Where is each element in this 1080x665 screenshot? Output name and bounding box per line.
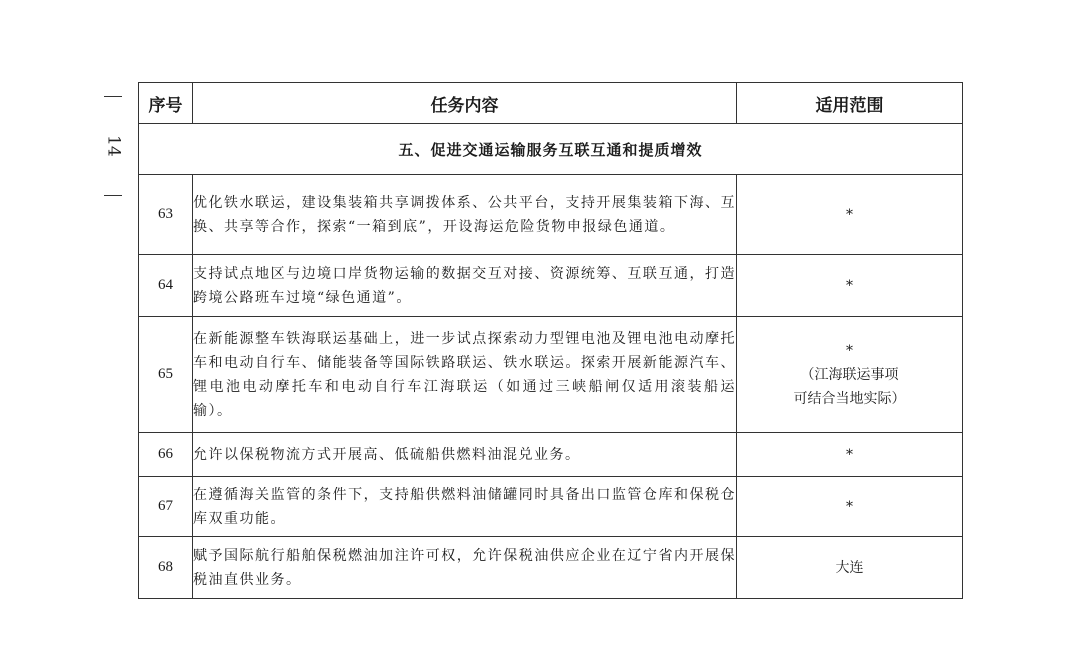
- page-number: [100, 96, 126, 196]
- row-content: 在遵循海关监管的条件下，支持船供燃料油储罐同时具备出口监管仓库和保税仓库双重功能。: [193, 477, 737, 537]
- row-index: 63: [139, 175, 193, 255]
- page-number-dash-top: [104, 96, 122, 97]
- table-row: [139, 175, 963, 255]
- scope-line: *: [846, 342, 853, 359]
- header-index: 序号: [139, 83, 193, 124]
- header-content: 任务内容: [193, 83, 737, 124]
- row-scope: [737, 255, 963, 317]
- row-index: 65: [139, 317, 193, 433]
- row-index: 68: [139, 537, 193, 599]
- row-content: 赋予国际航行船舶保税燃油加注许可权，允许保税油供应企业在辽宁省内开展保税油直供业务。: [193, 537, 737, 599]
- row-content: 允许以保税物流方式开展高、低硫船供燃料油混兑业务。: [193, 433, 737, 477]
- row-content: 支持试点地区与边境口岸货物运输的数据交互对接、资源统筹、互联互通，打造跨境公路班车过境“绿色通道”。: [193, 255, 737, 317]
- table-row: [139, 477, 963, 537]
- table-row: [139, 255, 963, 317]
- scope-line: （江海联运事项: [800, 366, 899, 383]
- header-scope: 适用范围: [737, 83, 963, 124]
- table-header-row: [139, 83, 963, 124]
- scope-line: *: [846, 498, 853, 515]
- scope-line: *: [846, 277, 853, 294]
- row-index: 67: [139, 477, 193, 537]
- table-row: [139, 317, 963, 433]
- row-scope: [737, 537, 963, 599]
- section-title: 五、促进交通运输服务互联互通和提质增效: [139, 124, 963, 175]
- page-number-text: 14: [103, 135, 124, 157]
- scope-line: *: [846, 446, 853, 463]
- table-row: [139, 433, 963, 477]
- row-index: 64: [139, 255, 193, 317]
- row-scope: [737, 477, 963, 537]
- scope-line: *: [846, 206, 853, 223]
- task-table: [138, 82, 963, 599]
- scope-line: 大连: [835, 559, 864, 576]
- row-scope: [737, 175, 963, 255]
- row-index: 66: [139, 433, 193, 477]
- section-row: [139, 124, 963, 175]
- page-number-dash-bottom: [104, 195, 122, 196]
- row-content: 在新能源整车铁海联运基础上，进一步试点探索动力型锂电池及锂电池电动摩托车和电动自行车、储能装备等国际铁路联运、铁水联运。探索开展新能源汽车、锂电池电动摩托车和电动自行车江海联运（如通过三峡船闸仅适用滚装船运输）。: [193, 317, 737, 433]
- scope-line: 可结合当地实际）: [793, 390, 906, 407]
- row-scope: [737, 317, 963, 433]
- row-content: 优化铁水联运，建设集装箱共享调拨体系、公共平台，支持开展集装箱下海、互换、共享等合作，探索“一箱到底”，开设海运危险货物申报绿色通道。: [193, 175, 737, 255]
- row-scope: [737, 433, 963, 477]
- table-row: [139, 537, 963, 599]
